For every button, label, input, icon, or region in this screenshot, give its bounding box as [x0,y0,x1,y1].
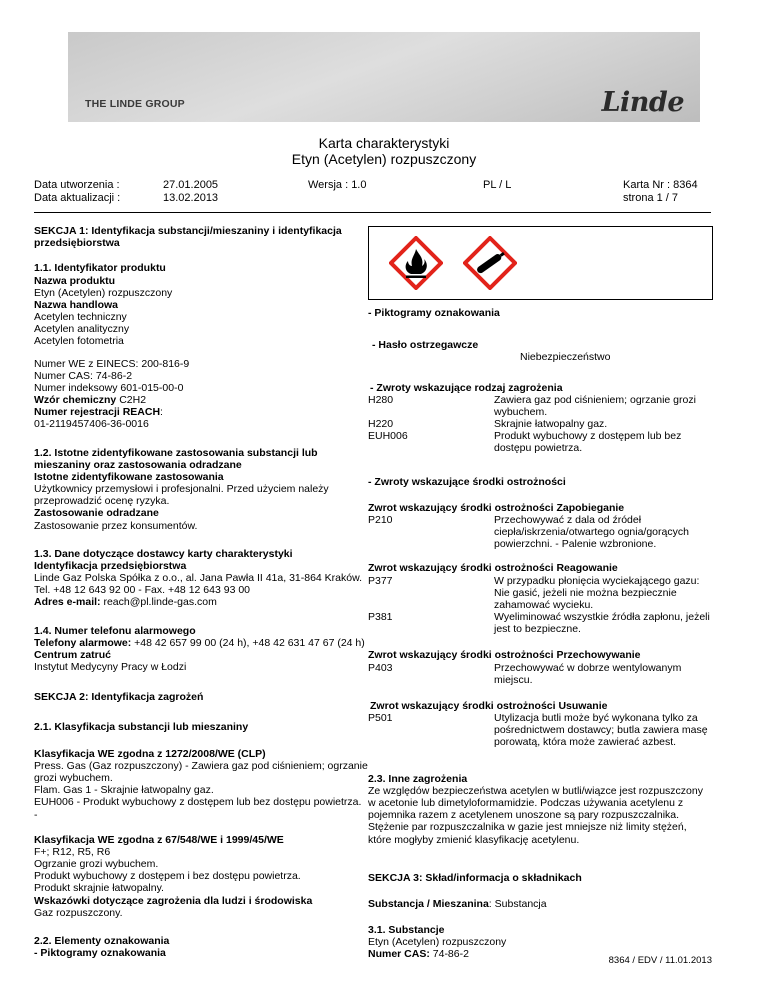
product-name-value: Etyn (Acetylen) rozpuszczony [34,286,173,299]
signal-word-label: - Hasło ostrzegawcze [372,339,479,352]
section-3-title: SEKCJA 3: Skład/informacja o składnikach [368,871,582,884]
clp-line-3: EUH006 - Produkt wybuchowy z dostępem lub bez dostępu powietrza. [34,796,362,809]
phone-label: Telefony alarmowe: [34,636,132,649]
email-value[interactable]: reach@pl.linde-gas.com [100,596,217,609]
disposal-title: Zwrot wskazujący środki ostrożności Usuwanie [370,699,608,712]
subsection-1-4-title: 1.4. Numer telefonu alarmowego [34,624,196,637]
substance-value: : Substancja [488,897,547,910]
chemical-formula [34,394,374,406]
substance-mixture-line [368,898,713,910]
phone-value: +48 42 657 99 00 (24 h), +48 42 631 47 67 (24 h) [131,636,365,649]
uses-advised-against-label: Zastosowanie odradzane [34,507,159,520]
header-divider [34,212,711,213]
version: Wersja : 1.0 [308,179,367,191]
response-title: Zwrot wskazujący środki ostrożności Reagowanie [368,562,618,575]
sheet-number: Karta Nr : 8364 [623,179,698,191]
left-column [34,225,374,959]
hazard-row [368,418,713,430]
precaution-code: P403 [368,661,393,674]
precaution-text: W przypadku płonięcia wyciekającego gazu: Nie gasić, jeżeli nie można bezpiecznie zahamować wycieku. [494,574,700,611]
formula-label: Wzór chemiczny [34,394,117,407]
subsection-3-1-title: 3.1. Substancje [368,924,445,937]
created-value: 27.01.2005 [163,179,219,191]
poison-center-value: Instytut Medycyny Pracy w Łodzi [34,661,187,674]
linde-logo: Linde [601,87,684,118]
hazard-code: EUH006 [368,430,408,443]
subsection-2-1-title: 2.1. Klasyfikacja substancji lub mieszaniny [34,720,249,733]
company-value: Linde Gaz Polska Spółka z o.o., al. Jana Pawła II 41a, 31-864 Kraków. Tel. +48 12 643 92 00 - Fax. +48 12 643 93 00 [34,572,363,597]
hazard-row [368,430,713,454]
precaution-text: Przechowywać w dobrze wentylowanym miejscu. [494,661,682,686]
product-name-label: Nazwa produktu [34,274,116,287]
storage-title: Zwrot wskazujący środki ostrożności Przechowywanie [368,649,641,662]
page-number: strona 1 / 7 [623,192,679,204]
hazard-text: Zawiera gaz pod ciśnieniem; ogrzanie grozi wybuchem. [494,393,696,418]
poison-center-label: Centrum zatruć [34,648,112,661]
pictogram-box [368,226,713,300]
precaution-row [368,514,713,551]
updated-value: 13.02.2013 [163,192,219,204]
reach-label: Numer rejestracji REACH [34,406,161,419]
hazard-hints-value: Gaz rozpuszczony. [34,906,123,919]
clp-line-2: Flam. Gas 1 - Skrajnie łatwopalny gaz. [34,784,214,797]
cas-number: Numer CAS: 74-86-2 [34,369,133,382]
dsd-line-2: Ogrzanie grozi wybuchem. [34,858,159,871]
hazard-text: Produkt wybuchowy z dostępem lub bez dostępu powietrza. [494,430,682,455]
section-1-title: SEKCJA 1: Identyfikacja substancji/mieszaniny i identyfikacja przedsiębiorstwa [34,225,342,250]
clp-classification-title: Klasyfikacja WE zgodna z 1272/2008/WE (CLP) [34,747,266,760]
hazard-code: H280 [368,393,394,406]
signal-word-value: Niebezpieczeństwo [520,351,611,364]
trade-name-1: Acetylen techniczny [34,311,127,324]
clp-line-4: - [34,808,38,821]
dsd-line-4: Produkt skrajnie łatwopalny. [34,882,164,895]
hazard-row [368,394,713,418]
precaution-code: P501 [368,712,393,725]
flame-pictogram-icon [389,236,443,290]
identified-uses-value: Użytkownicy przemysłowi i profesjonalni. Przed użyciem należy przeprowadzić ocenę ryzyka. [34,483,329,508]
precaution-code: P381 [368,611,393,624]
trade-name-label: Nazwa handlowa [34,298,119,311]
reach-colon: : [160,406,163,419]
precaution-row [368,712,713,749]
precaution-row [368,599,713,635]
email-label: Adres e-mail: [34,596,101,609]
right-column [368,226,713,961]
einecs-number: Numer WE z EINECS: 200-816-9 [34,357,190,370]
clp-line-1: Press. Gas (Gaz rozpuszczony) - Zawiera gaz pod ciśnieniem; ogrzanie grozi wybuchem. [34,759,368,785]
email-line [34,596,374,608]
page-footer: 8364 / EDV / 11.01.2013 [608,955,712,966]
language-code: PL / L [483,179,512,191]
subsection-1-1-title: 1.1. Identyfikator produktu [34,262,166,275]
updated-label: Data aktualizacji : [34,192,121,204]
gas-cylinder-pictogram-icon [463,236,517,290]
document-title: Karta charakterystyki [318,135,450,151]
precaution-text: Utylizacja butli może być wykonana tylko za pośrednictwem dostawcy; butla zawiera masę porowatą, która może zawierać azbest. [494,712,708,749]
substance-label: Substancja / Mieszanina [368,897,489,910]
pictograms-label: - Piktogramy oznakowania [368,307,500,319]
precaution-text: Przechowywać z dala od źródeł ciepła/iskrzenia/otwartego ognia/gorących powierzchni. - Palenie wzbronione. [494,513,689,551]
dsd-line-3: Produkt wybuchowy z dostępem i bez dostępu powietrza. [34,870,301,883]
subsection-2-3-title: 2.3. Inne zagrożenia [368,772,468,785]
precaution-row [368,662,713,686]
pictograms-label-left: - Piktogramy oznakowania [34,947,166,960]
subsection-1-3-title: 1.3. Dane dotyczące dostawcy karty charakterystyki [34,547,293,560]
identified-uses-label: Istotne zidentyfikowane zastosowania [34,470,224,483]
hazard-text: Skrajnie łatwopalny gaz. [494,418,608,431]
other-hazards-text: Ze względów bezpieczeństwa acetylen w butli/wiązce jest rozpuszczony w acetonie lub dimetyloformamidzie. Podczas używania acetylenu z pojemnika razem z acetylenem unoszone są pary rozpuszczalnika. Stężenie par rozpuszczalnika w gazie jest mniejsze niż limity stężeń, które mogłyby zmienić klasyfikację acetylenu. [368,784,703,846]
section-2-title: SEKCJA 2: Identyfikacja zagrożeń [34,691,204,704]
index-number: Numer indeksowy 601-015-00-0 [34,381,184,394]
precaution-text: Wyeliminować wszystkie źródła zapłonu, jeżeli jest to bezpieczne. [494,611,710,636]
reach-registration [34,406,374,418]
trade-name-2: Acetylen analityczny [34,323,130,336]
precautionary-statements-title: - Zwroty wskazujące środki ostrożności [368,475,566,488]
precaution-code: P210 [368,513,393,526]
hazard-code: H220 [368,418,394,431]
precaution-code: P377 [368,574,393,587]
substance-cas-label: Numer CAS: [368,948,430,961]
uses-advised-against-value: Zastosowanie przez konsumentów. [34,519,198,532]
group-name: THE LINDE GROUP [85,98,185,110]
trade-name-3: Acetylen fotometria [34,335,124,348]
product-title: Etyn (Acetylen) rozpuszczony [291,151,477,167]
hazard-hints-title: Wskazówki dotyczące zagrożenia dla ludzi i środowiska [34,894,313,907]
header-banner [68,32,700,122]
substance-cas-value: 74-86-2 [429,948,469,961]
subsection-1-2-title: 1.2. Istotne zidentyfikowane zastosowania substancji lub mieszaniny oraz zastosowania odradzane [34,446,318,471]
created-label: Data utworzenia : [34,179,120,191]
substance-name: Etyn (Acetylen) rozpuszczony [368,936,507,949]
dsd-classification-title: Klasyfikacja WE zgodna z 67/548/WE i 1999/45/WE [34,833,284,846]
hazard-statements-title: - Zwroty wskazujące rodzaj zagrożenia [370,381,563,394]
prevention-title: Zwrot wskazujący środki ostrożności Zapobieganie [368,501,625,514]
company-label: Identyfikacja przedsiębiorstwa [34,559,187,572]
emergency-phone-line [34,637,374,649]
formula-value: C2H2 [116,394,147,407]
dsd-line-1: F+; R12, R5, R6 [34,845,111,858]
subsection-2-2-title: 2.2. Elementy oznakowania [34,934,170,947]
reach-value: 01-2119457406-36-0016 [34,418,149,431]
